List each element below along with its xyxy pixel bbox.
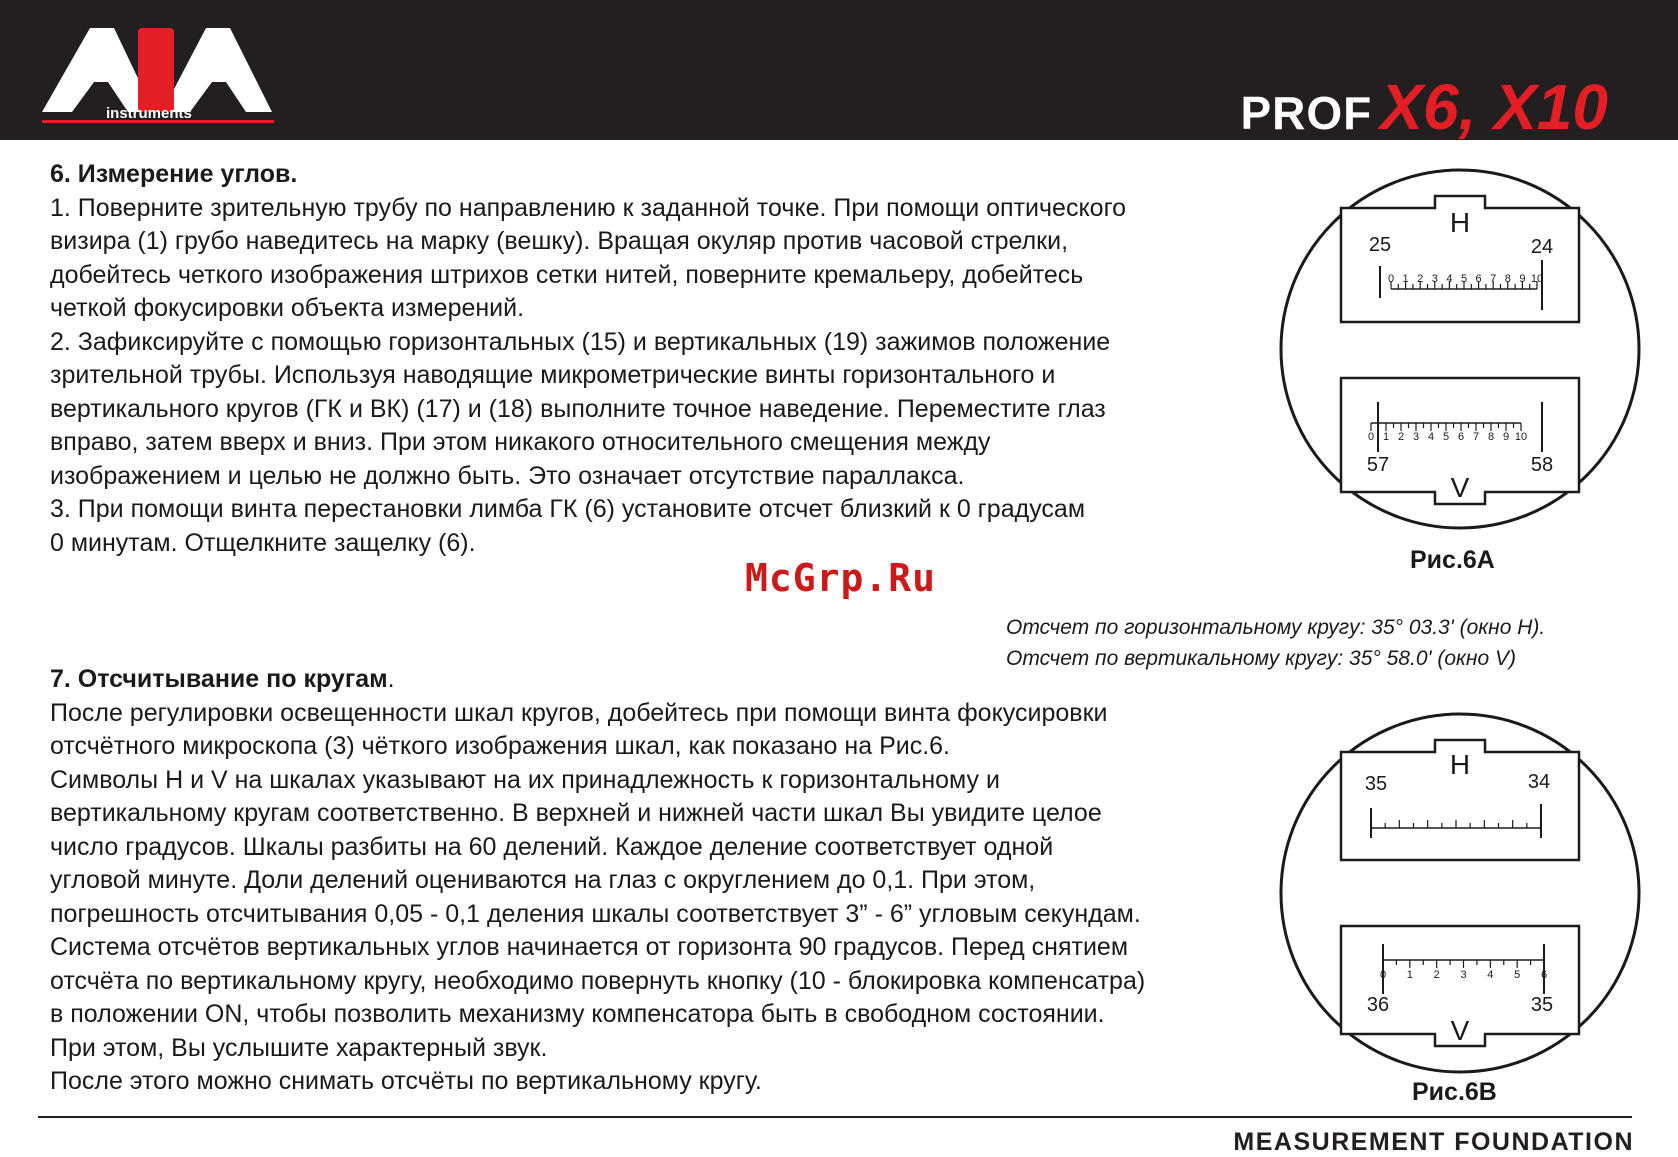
scale-label: 10 xyxy=(1514,431,1528,443)
scale-label: 6 xyxy=(1457,431,1465,443)
scale-label: 4 xyxy=(1427,431,1435,443)
section7-line: При этом, Вы услышите характерный звук. xyxy=(50,1033,548,1062)
section7-line: в положении ON, чтобы позволить механизму компенсатора быть в свободном состоянии. xyxy=(50,1000,1105,1028)
scale-label: 10 xyxy=(1530,273,1544,285)
section7-line: отсчёта по вертикальному кругу, необходимо повернуть кнопку (10 - блокировка компенсатра) xyxy=(50,966,1146,995)
window-v-label: V xyxy=(1450,1015,1470,1046)
scale-label: 1 xyxy=(1406,969,1413,981)
section7-line: число градусов. Шкалы разбиты на 60 делений. Каждое деление соответствует одной xyxy=(50,832,1054,861)
section7-title-text: 7. Отсчитывание по кругам xyxy=(50,665,388,693)
section6-line: визира (1) грубо наведитесь на марку (вешку). Вращая окуляр против часовой стрелки, xyxy=(50,227,1069,255)
scale-label: 6 xyxy=(1475,273,1482,285)
logo-letter-a-left xyxy=(42,28,154,112)
scale-label: 4 xyxy=(1446,273,1453,285)
model-prefix: PROF xyxy=(1240,87,1373,139)
section6-line: четкой фокусировки объекта измерений. xyxy=(50,294,525,322)
section7-line: После этого можно снимать отсчёты по вертикальному кругу. xyxy=(50,1067,762,1095)
scale-label: 9 xyxy=(1519,273,1526,285)
section6-line: зрительной трубы. Используя наводящие микрометрические винты горизонтального и xyxy=(50,361,1056,389)
footer-divider xyxy=(38,1116,1632,1118)
section7-title-suffix: . xyxy=(387,665,395,693)
section6-line: 3. При помощи винта перестановки лимба ГК (6) установите отсчет близкий к 0 градусам xyxy=(50,495,1086,523)
scale-label: 2 xyxy=(1397,431,1405,443)
logo-letter-d xyxy=(138,28,174,112)
section7-title xyxy=(50,663,1145,697)
section6-line: изображением и целью не должно быть. Это означает отсутствие параллакса. xyxy=(50,461,965,490)
figure-6b-caption: Рис.6B xyxy=(1412,1078,1497,1106)
section6-line: 0 минутам. Отщелкните защелку (6). xyxy=(50,528,476,557)
window-h-label: H xyxy=(1449,207,1471,238)
section7-line: Система отсчётов вертикальных углов начинается от горизонта 90 градусов. Перед снятием xyxy=(50,933,1129,961)
scale-label: 8 xyxy=(1504,273,1511,285)
v-right-degree: 58 xyxy=(1530,454,1554,476)
scale-label: 0 xyxy=(1367,431,1375,443)
scale-label: 3 xyxy=(1412,431,1420,443)
section6-line: 2. Зафиксируйте с помощью горизонтальных (15) и вертикальных (19) зажимов положение xyxy=(50,327,1111,356)
scale-label: 5 xyxy=(1460,273,1468,285)
scale-label: 7 xyxy=(1490,273,1497,285)
figure-6a-caption: Рис.6A xyxy=(1410,546,1495,574)
scale-label: 5 xyxy=(1514,969,1521,981)
watermark: McGrp.Ru xyxy=(745,556,937,600)
scale-label: 2 xyxy=(1417,273,1424,285)
section7-line: угловой минуте. Доли делений оцениваются на глаз с округлением до 0,1. При этом, xyxy=(50,866,1036,894)
section7-line: Символы H и V на шкалах указывают на их принадлежность к горизонтальному и xyxy=(50,765,1000,794)
section-circle-reading xyxy=(50,663,1145,1099)
footer-slogan: MEASUREMENT FOUNDATION xyxy=(1233,1128,1634,1156)
logo-letter-a-right xyxy=(162,28,272,112)
model-numbers: X6, X10 xyxy=(1380,71,1608,143)
scale-label: 8 xyxy=(1487,431,1495,443)
reading-horizontal: Отсчет по горизонтальному кругу: 35° 03.3' (окно H). xyxy=(1006,616,1546,639)
window-h-label: H xyxy=(1449,749,1471,780)
scale-label: 9 xyxy=(1502,431,1510,443)
v-left-degree: 36 xyxy=(1366,994,1390,1016)
model-title xyxy=(1241,70,1609,144)
section6-line: вертикального кругов (ГК и ВК) (17) и (18) выполните точное наведение. Переместите глаз xyxy=(50,394,1106,423)
figure-6a xyxy=(1277,166,1643,532)
h-left-degree: 35 xyxy=(1364,773,1388,795)
h-left-degree: 25 xyxy=(1368,234,1392,256)
section6-line: 1. Поверните зрительную трубу по направлению к заданной точке. При помощи оптического xyxy=(50,193,1127,222)
scale-label: 2 xyxy=(1433,969,1440,981)
scale-label: 0 xyxy=(1387,273,1395,285)
ada-logo xyxy=(42,22,274,136)
scale-label: 4 xyxy=(1487,969,1494,981)
section6-title: 6. Измерение углов. xyxy=(50,160,298,188)
section6-line: вправо, затем вверх и вниз. При этом никакого относительного смещения между xyxy=(50,428,991,456)
v-right-degree: 35 xyxy=(1530,994,1554,1016)
scale-label: 1 xyxy=(1382,431,1390,443)
section7-line: отсчётного микроскопа (3) чёткого изображения шкал, как показано на Рис.6. xyxy=(50,732,950,760)
figure-6b xyxy=(1277,710,1643,1076)
scale-label: 6 xyxy=(1540,969,1548,981)
scale-label: 0 xyxy=(1379,969,1387,981)
v-left-degree: 57 xyxy=(1366,454,1390,476)
h-right-degree: 24 xyxy=(1530,236,1554,258)
section7-line: погрешность отсчитывания 0,05 - 0,1 деления шкалы соответствует 3” - 6” угловым секундам. xyxy=(50,899,1141,928)
scale-label: 5 xyxy=(1442,431,1450,443)
h-right-degree: 34 xyxy=(1527,771,1551,793)
scale-label: 3 xyxy=(1460,969,1467,981)
section6-line: добейтесь четкого изображения штрихов сетки нитей, поверните кремальеру, добейтесь xyxy=(50,260,1084,289)
reading-vertical: Отсчет по вертикальному кругу: 35° 58.0' (окно V) xyxy=(1006,647,1516,670)
logo-subtext: instruments xyxy=(106,105,192,122)
section-angle-measurement xyxy=(50,158,1126,560)
section7-line: После регулировки освещенности шкал кругов, добейтесь при помощи винта фокусировки xyxy=(50,698,1108,727)
scale-label: 7 xyxy=(1472,431,1480,443)
scale-label: 3 xyxy=(1431,273,1438,285)
section7-line: вертикальному кругам соответственно. В верхней и нижней части шкал Вы увидите целое xyxy=(50,799,1102,827)
page-header xyxy=(0,0,1678,143)
window-v-label: V xyxy=(1450,472,1470,503)
scale-label: 1 xyxy=(1402,273,1409,285)
